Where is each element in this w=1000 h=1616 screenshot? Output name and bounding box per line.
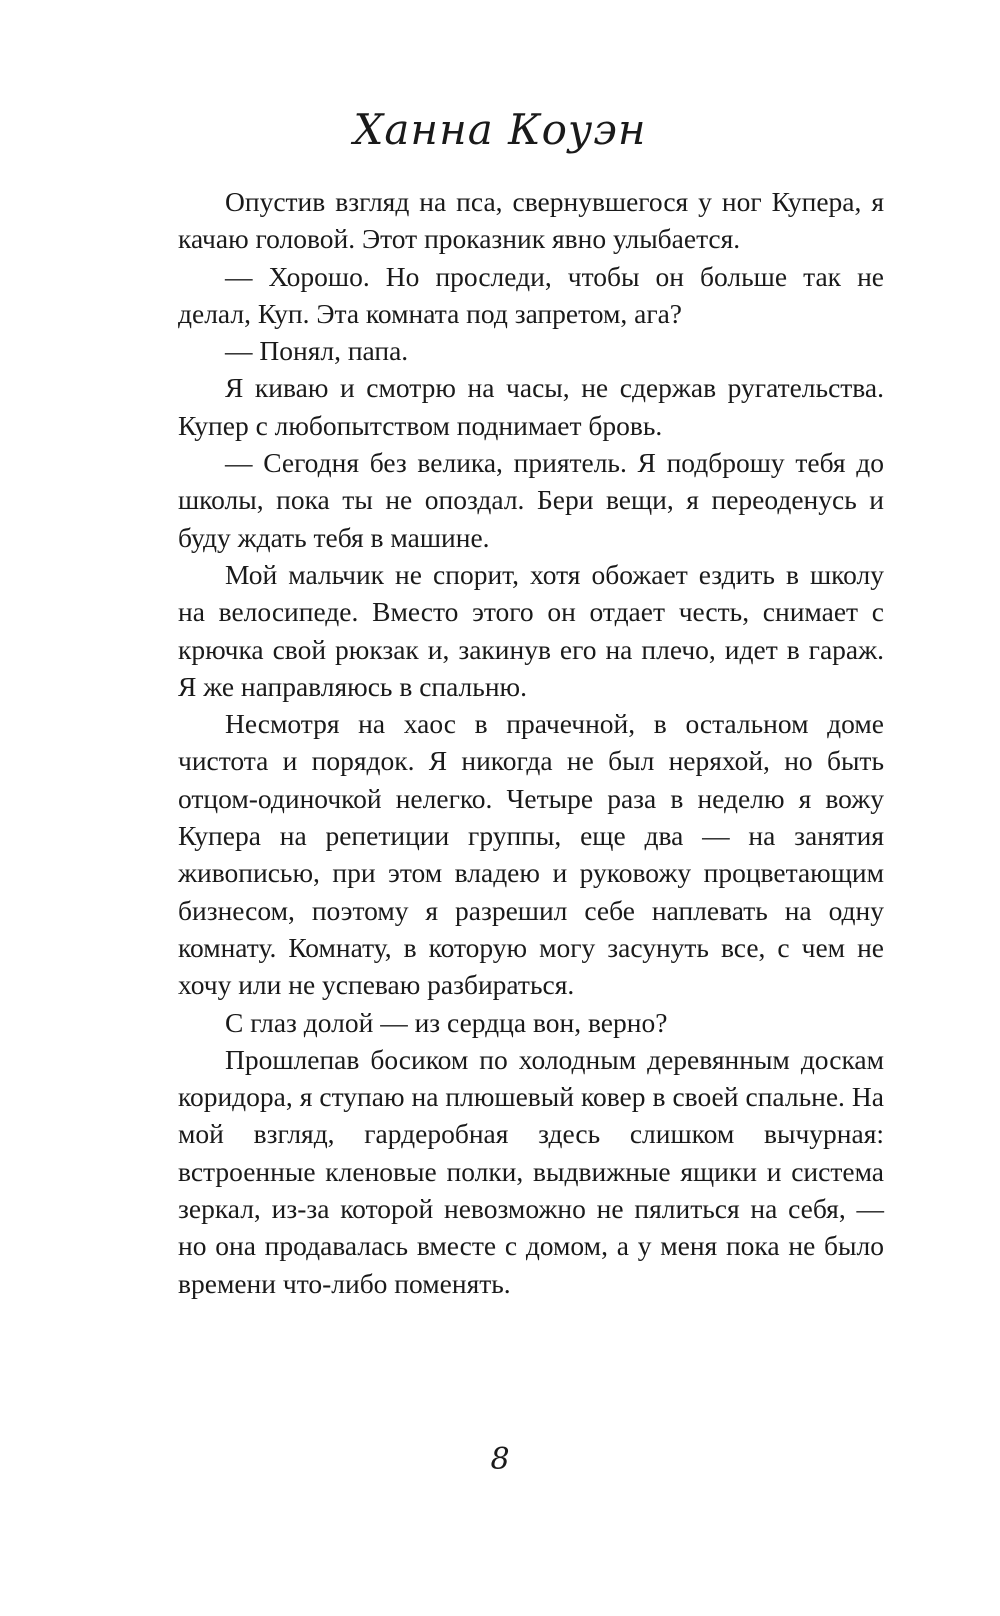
running-header-author: Ханна Коуэн	[353, 105, 647, 154]
paragraph: Я киваю и смотрю на часы, не сдержав ругательства. Купер с любопытством поднимает бровь.	[178, 372, 884, 441]
paragraph: Мой мальчик не спорит, хотя обожает ездить в школу на велосипеде. Вместо этого он отдает честь, снимает с крючка свой рюкзак и, закинув его на плечо, идет в гараж. Я же направляюсь в спальню.	[178, 558, 884, 702]
paragraph: — Понял, папа.	[225, 335, 409, 367]
body-text	[178, 183, 884, 1302]
paragraph: Опустив взгляд на пса, свернувшегося у ног Купера, я качаю головой. Этот проказник явно улыбается.	[178, 186, 884, 255]
page-number: 8	[490, 1442, 510, 1477]
paragraph: С глаз долой — из сердца вон, верно?	[225, 1006, 668, 1038]
paragraph: Прошлепав босиком по холодным деревянным доскам коридора, я ступаю на плюшевый ковер в своей спальне. На мой взгляд, гардеробная здесь слишком вычурная: встроенные кленовые полки, выдвижные ящики и система зеркал, из-за которой невозможно не пялиться на себя, — но она продавалась вместе с домом, а у меня пока не было времени что-либо поменять.	[178, 1043, 884, 1299]
paragraph: — Хорошо. Но проследи, чтобы он больше так не делал, Куп. Эта комната под запретом, ага?	[178, 260, 884, 329]
paragraph: Несмотря на хаос в прачечной, в остальном доме чистота и порядок. Я никогда не был неряхой, но быть отцом-одиночкой нелегко. Четыре раза в неделю я вожу Купера на репетиции группы, еще два — на занятия живописью, при этом владею и руковожу процветающим бизнесом, поэтому я разрешил себе наплевать на одну комнату. Комнату, в которую могу засунуть все, с чем не хочу или не успеваю разбираться.	[178, 708, 884, 1001]
paragraph: — Сегодня без велика, приятель. Я подброшу тебя до школы, пока ты не опоздал. Бери вещи, я переоденусь и буду ждать тебя в машине.	[178, 447, 884, 553]
